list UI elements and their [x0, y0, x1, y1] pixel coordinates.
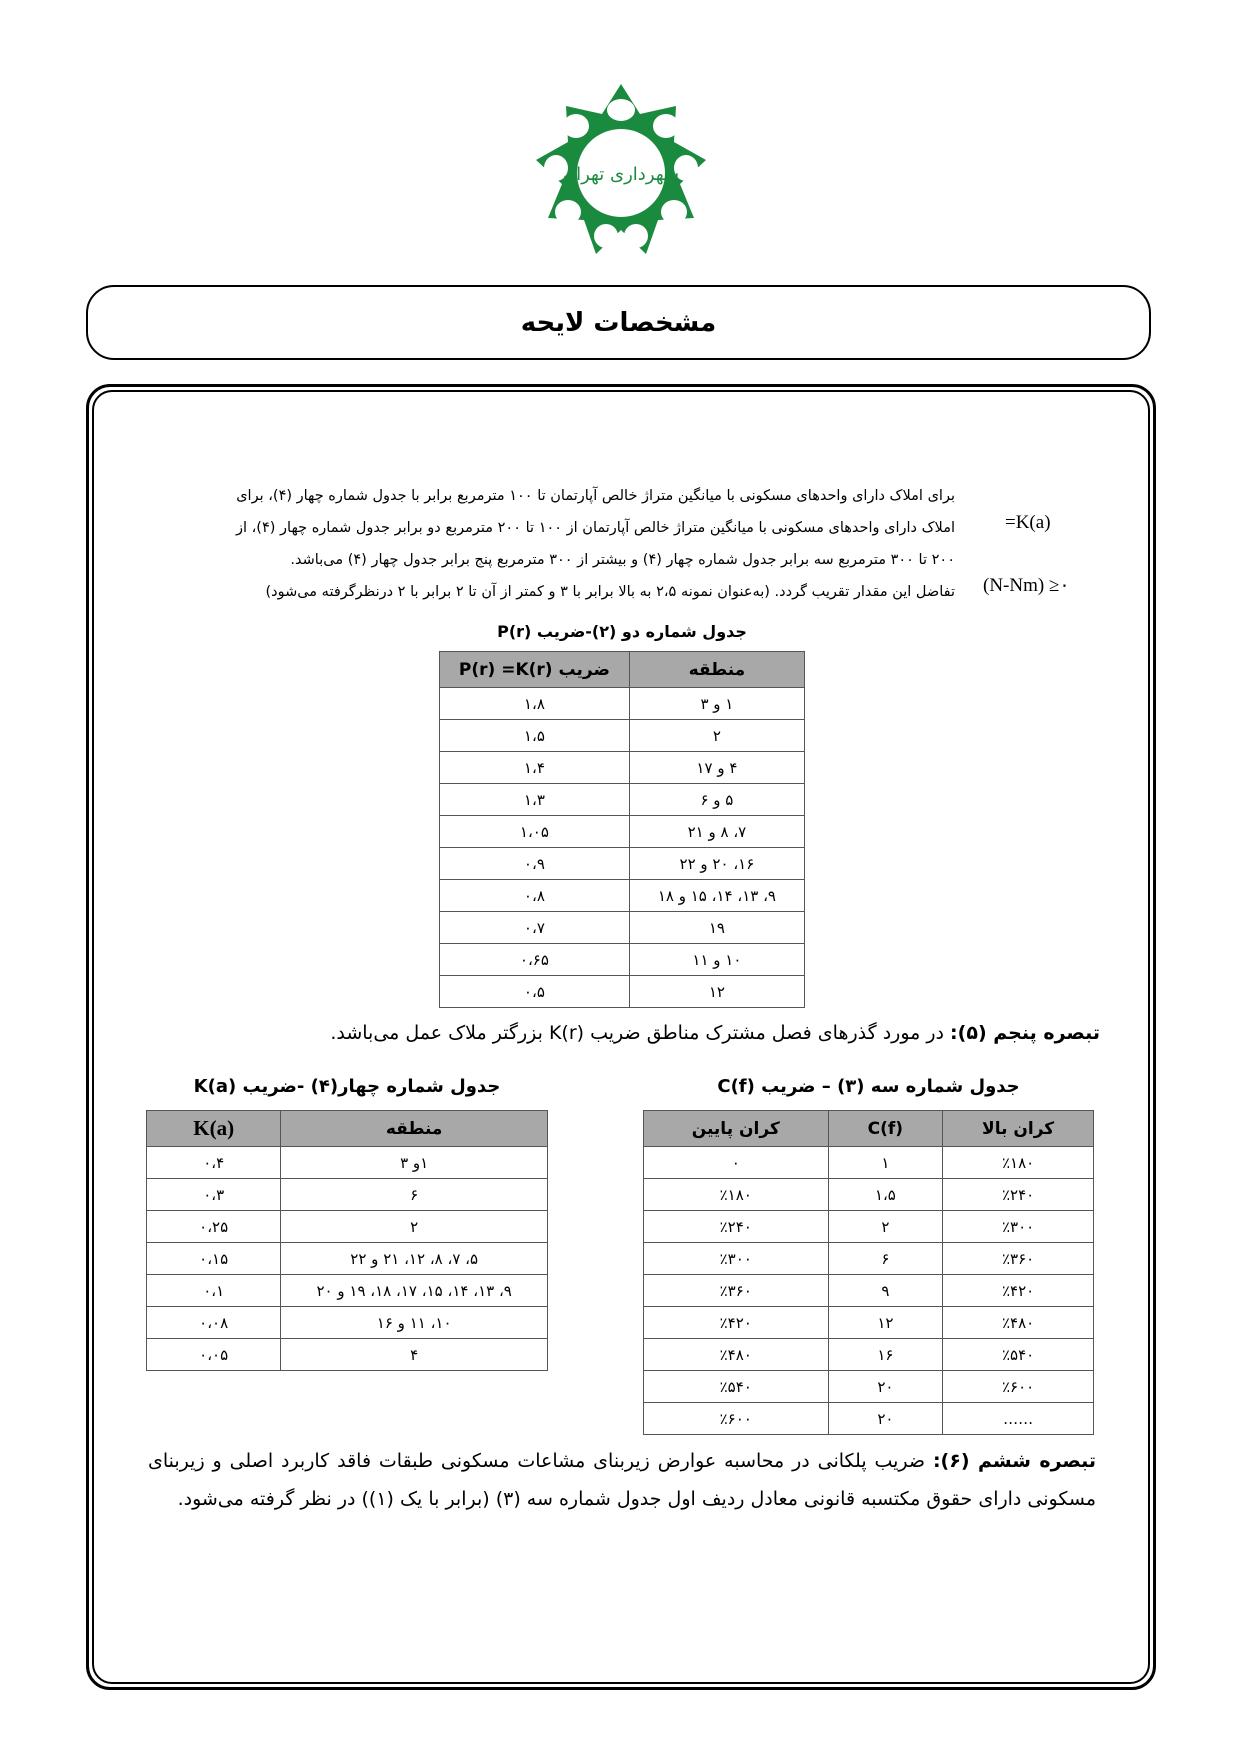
table2-caption: جدول شماره دو (۲)-ضریب P(r)	[497, 622, 747, 641]
table4-ka-coefficient	[146, 1110, 548, 1371]
column-header: منطقه	[281, 1111, 548, 1147]
cell-region: ۴	[281, 1339, 548, 1371]
cell-region: ۴ و ۱۷	[629, 752, 804, 784]
cell-upper: ٪۲۴۰	[943, 1179, 1094, 1211]
svg-text:شهرداری تهران: شهرداری تهران	[562, 164, 680, 185]
cell-value: ۰،۳	[147, 1179, 281, 1211]
note-5-text: در مورد گذرهای فصل مشترک مناطق ضریب K(r) بزرگتر ملاک عمل می‌باشد.	[330, 1022, 951, 1044]
cell-value: ۰،۷	[440, 912, 630, 944]
cell-upper: ……	[943, 1403, 1094, 1435]
table-row	[644, 1307, 1094, 1339]
cell-region: ۱ و ۳	[629, 688, 804, 720]
cell-value: ۰،۲۵	[147, 1211, 281, 1243]
cell-region: ۱۲	[629, 976, 804, 1008]
formula-line: املاک دارای واحدهای مسکونی با میانگین متراژ خالص آپارتمان از ۱۰۰ تا ۲۰۰ مترمربع دو برابر جدول شماره چهار (۴)، از	[235, 520, 955, 536]
cell-region: ۵ و ۶	[629, 784, 804, 816]
cell-lower: ٪۴۲۰	[644, 1307, 829, 1339]
table3-caption: جدول شماره سه (۳) – ضریب C(f)	[717, 1076, 1020, 1097]
cell-lower: ۰	[644, 1147, 829, 1179]
note-6-title: تبصره ششم (۶):	[932, 1450, 1097, 1472]
cell-cf: ۲۰	[828, 1403, 943, 1435]
table-row	[644, 1339, 1094, 1371]
column-header: کران بالا	[943, 1111, 1094, 1147]
table-row	[147, 1147, 548, 1179]
cell-upper: ٪۱۸۰	[943, 1147, 1094, 1179]
table-row	[440, 912, 805, 944]
cell-region: ۶	[281, 1179, 548, 1211]
column-header: K(a)	[147, 1111, 281, 1147]
cell-lower: ٪۵۴۰	[644, 1371, 829, 1403]
cell-cf: ۶	[828, 1243, 943, 1275]
table-row	[440, 816, 805, 848]
table-row	[440, 976, 805, 1008]
cell-upper: ٪۳۶۰	[943, 1243, 1094, 1275]
table-row	[440, 880, 805, 912]
cell-value: ۱،۳	[440, 784, 630, 816]
table-row	[440, 944, 805, 976]
ka-formula-label: =K(a)	[1005, 512, 1051, 533]
column-header: منطقه	[629, 652, 804, 688]
nnm-condition-label: (N-Nm) ≥۰	[983, 575, 1070, 596]
table4-caption: جدول شماره چهار(۴) -ضریب K(a)	[193, 1076, 501, 1097]
cell-lower: ٪۲۴۰	[644, 1211, 829, 1243]
cell-region: ۹، ۱۳، ۱۴، ۱۵، ۱۷، ۱۸، ۱۹ و ۲۰	[281, 1275, 548, 1307]
cell-region: ۲	[281, 1211, 548, 1243]
column-header: C(f)	[828, 1111, 943, 1147]
cell-upper: ٪۳۰۰	[943, 1211, 1094, 1243]
note-6-text: ضریب پلکانی در محاسبه عوارض زیربنای مشاعات مسکونی طبقات فاقد کاربرد اصلی و زیربنای مسکونی دارای حقوق مکتسبه قانونی معادل ردیف اول جدول شماره سه (۳) (برابر با یک (۱)) در نظر گرفته می‌شود.	[148, 1450, 1096, 1510]
note-6	[148, 1442, 1096, 1518]
column-header: کران پایین	[644, 1111, 829, 1147]
cell-region: ۱۶، ۲۰ و ۲۲	[629, 848, 804, 880]
formula-line: برای املاک دارای واحدهای مسکونی با میانگین متراژ خالص آپارتمان تا ۱۰۰ مترمربع برابر با جدول شماره چهار (۴)، برای	[236, 488, 955, 504]
cell-upper: ٪۶۰۰	[943, 1371, 1094, 1403]
table3-cf-coefficient	[643, 1110, 1094, 1435]
cell-lower: ٪۱۸۰	[644, 1179, 829, 1211]
table-row	[440, 848, 805, 880]
cell-value: ۱،۵	[440, 720, 630, 752]
table-row	[644, 1371, 1094, 1403]
tehran-municipality-logo-icon	[528, 80, 714, 266]
table-row	[440, 720, 805, 752]
cell-region: ۱۰، ۱۱ و ۱۶	[281, 1307, 548, 1339]
page-title: مشخصات لایحه	[520, 307, 717, 338]
cell-lower: ٪۶۰۰	[644, 1403, 829, 1435]
cell-value: ۰،۱	[147, 1275, 281, 1307]
cell-upper: ٪۴۸۰	[943, 1307, 1094, 1339]
formula-line: ۲۰۰ تا ۳۰۰ مترمربع سه برابر جدول شماره چهار (۴) و بیشتر از ۳۰۰ مترمربع پنج برابر جدول چهار (۴) می‌باشد.	[290, 552, 955, 568]
cell-value: ۱،۸	[440, 688, 630, 720]
cell-value: ۰،۰۵	[147, 1339, 281, 1371]
table-row	[147, 1339, 548, 1371]
table-row	[440, 688, 805, 720]
table-row	[147, 1275, 548, 1307]
cell-region: ۹، ۱۳، ۱۴، ۱۵ و ۱۸	[629, 880, 804, 912]
cell-region: ۷، ۸ و ۲۱	[629, 816, 804, 848]
cell-region: ۵، ۷، ۸، ۱۲، ۲۱ و ۲۲	[281, 1243, 548, 1275]
cell-cf: ۲	[828, 1211, 943, 1243]
table-row	[644, 1403, 1094, 1435]
document-header-box	[86, 285, 1151, 360]
cell-value: ۰،۰۸	[147, 1307, 281, 1339]
table-row	[644, 1179, 1094, 1211]
cell-upper: ٪۵۴۰	[943, 1339, 1094, 1371]
note-5-title: تبصره پنجم (۵):	[950, 1022, 1100, 1044]
cell-cf: ۹	[828, 1275, 943, 1307]
cell-lower: ٪۳۶۰	[644, 1275, 829, 1307]
table-row	[147, 1179, 548, 1211]
cell-lower: ٪۳۰۰	[644, 1243, 829, 1275]
cell-region: ۱۹	[629, 912, 804, 944]
table-row	[147, 1243, 548, 1275]
table-row	[147, 1307, 548, 1339]
formula-line: تفاضل این مقدار تقریب گردد. (به‌عنوان نمونه ۲،۵ به بالا برابر با ۳ و کمتر از آن تا ۲ برابر با ۲ درنظرگرفته می‌شود)	[265, 584, 955, 600]
cell-cf: ۱۲	[828, 1307, 943, 1339]
cell-value: ۰،۵	[440, 976, 630, 1008]
cell-value: ۱،۴	[440, 752, 630, 784]
table-row	[440, 752, 805, 784]
cell-cf: ۱۶	[828, 1339, 943, 1371]
cell-value: ۰،۱۵	[147, 1243, 281, 1275]
cell-cf: ۱	[828, 1147, 943, 1179]
table-row	[440, 784, 805, 816]
cell-cf: ۱،۵	[828, 1179, 943, 1211]
formula-description	[155, 480, 955, 608]
note-5	[280, 1022, 1100, 1044]
cell-value: ۰،۴	[147, 1147, 281, 1179]
cell-region: ۲	[629, 720, 804, 752]
table2-pr-coefficient	[439, 651, 805, 1008]
table-row	[644, 1211, 1094, 1243]
cell-value: ۰،۹	[440, 848, 630, 880]
cell-region: ۱۰ و ۱۱	[629, 944, 804, 976]
cell-lower: ٪۴۸۰	[644, 1339, 829, 1371]
cell-value: ۰،۸	[440, 880, 630, 912]
table-row	[644, 1147, 1094, 1179]
table-row	[644, 1243, 1094, 1275]
cell-cf: ۲۰	[828, 1371, 943, 1403]
cell-region: ۱و ۳	[281, 1147, 548, 1179]
table-row	[147, 1211, 548, 1243]
cell-value: ۱،۰۵	[440, 816, 630, 848]
column-header: ضریب P(r) =K(r)	[440, 652, 630, 688]
table-row	[644, 1275, 1094, 1307]
cell-value: ۰،۶۵	[440, 944, 630, 976]
cell-upper: ٪۴۲۰	[943, 1275, 1094, 1307]
